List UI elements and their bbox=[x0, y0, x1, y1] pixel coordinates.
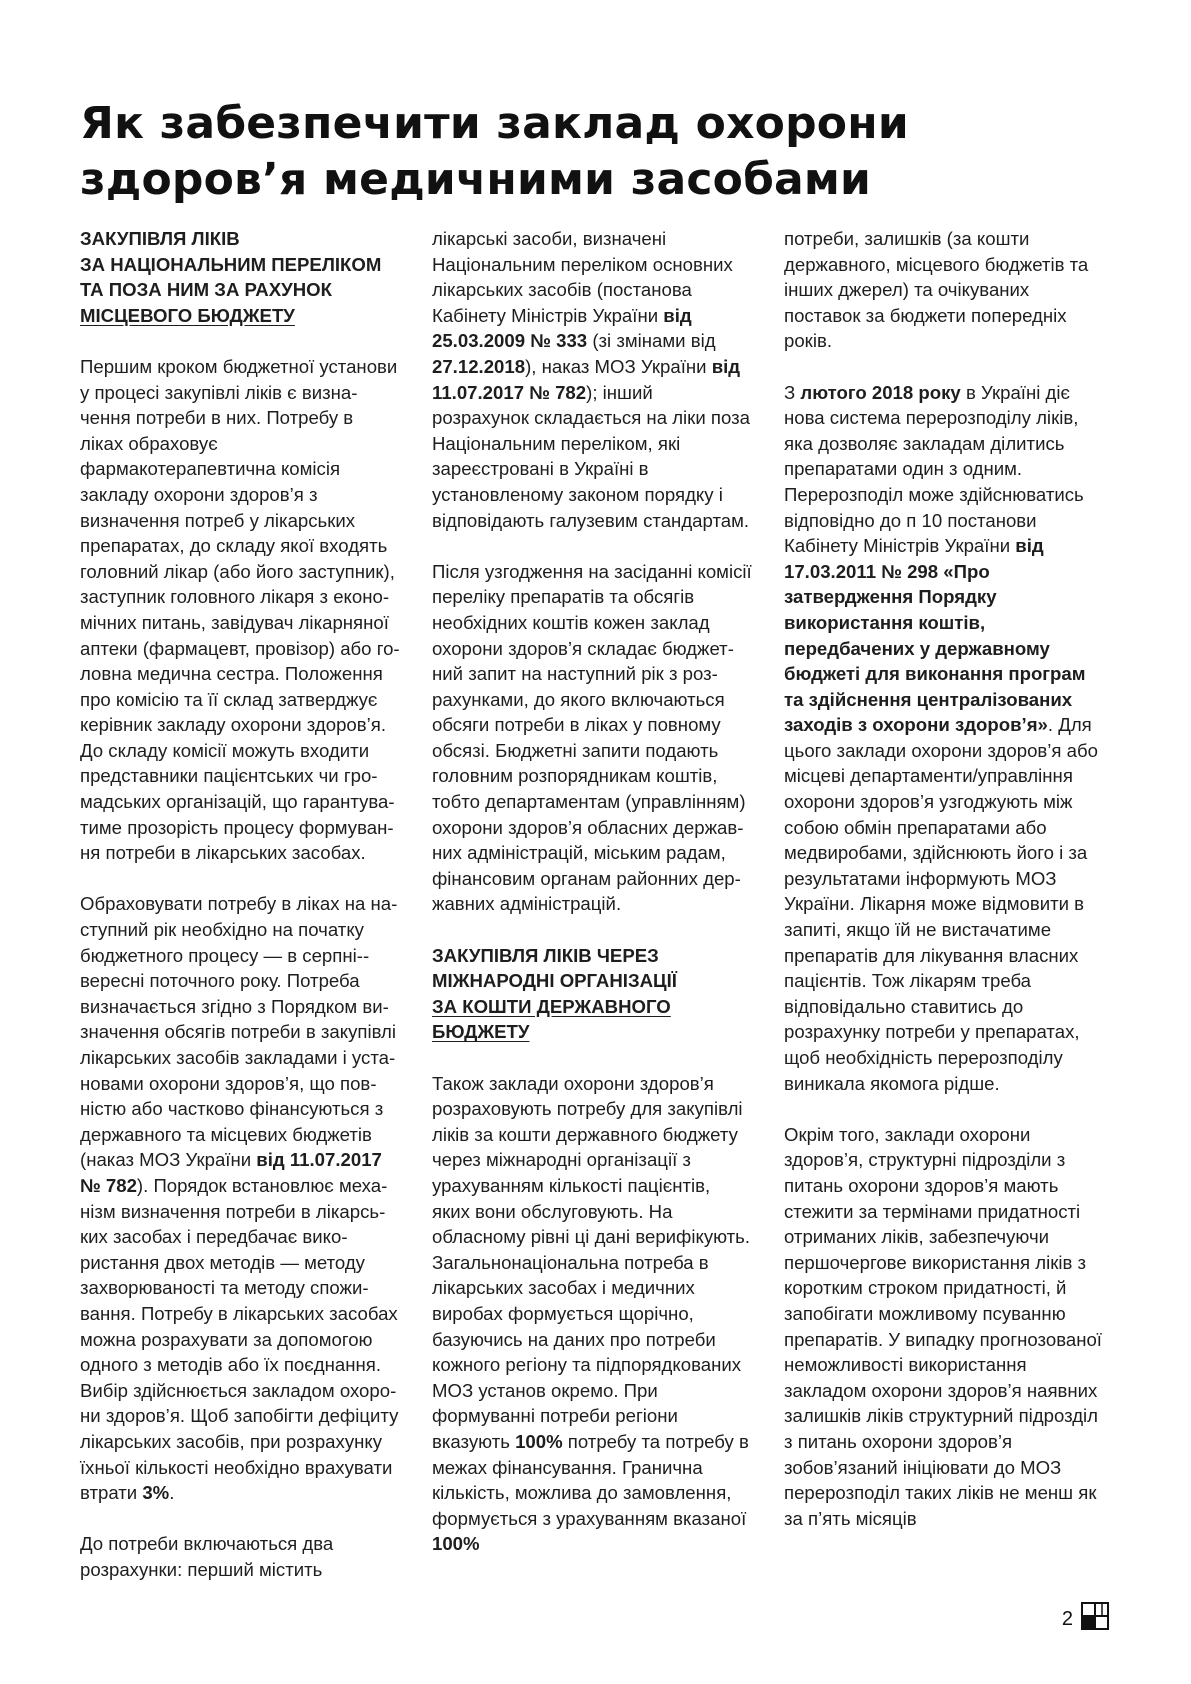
page-title: Як забезпечити заклад охорони здоров’я медичними засобами bbox=[80, 98, 909, 205]
bold-text: від 11.07.2017 № 782 bbox=[80, 1149, 382, 1196]
text: ). Порядок встановлює механізм визначення потреби в лікарських засобах і передбачає використання двох методів — методу захворюваності та методу споживання. Потребу в лікарських засобах можна розрахувати за допомогою одного з методів або їх поєднання. Вибір здійснюється закладом охорони здоров’я. Щоб запобігти дефіциту лікарських засобів, при розрахунку їхньої кількості необхідно врахувати втрати bbox=[80, 1174, 399, 1504]
grid-logo-icon bbox=[1081, 1602, 1109, 1630]
page-footer bbox=[1062, 1602, 1109, 1630]
bold-text: від 25.03.2009 № 333 bbox=[432, 304, 692, 352]
text: . bbox=[169, 1482, 175, 1504]
text: З bbox=[784, 381, 801, 403]
text: . Для цього заклади охорони здоров’я або місцеві департаменти/управління охорони здоров’я узгоджують між собою обмін препаратами або медвиробами, здійснюють його і за результатами інформують МОЗ України. Лікарня може відмовити в запиті, якщо їй не вистачатиме препаратів для лікування власних пацієнтів. Тож лікарям треба відповідально ставитись до розрахунку потреби у препаратах, щоб необхідність перерозподілу виникала якомога рідше. bbox=[784, 714, 1098, 1094]
bold-text: «Про затвердження Порядку використання коштів, передбачених у державному бюджеті для виконання програм та здійснення централізованих заходів з охорони здоров’я» bbox=[784, 560, 1086, 736]
column-2 bbox=[432, 226, 752, 1557]
bold-text: 100% bbox=[432, 1533, 480, 1555]
bold-text: від 11.07.2017 № 782 bbox=[432, 355, 741, 403]
text: потребу та потребу в межах фінансування. Гранична кількість, можлива до замовлення, формується з урахуванням вказаної bbox=[432, 1430, 749, 1529]
text: ), наказ МОЗ України bbox=[525, 355, 712, 377]
heading-line: ЗА КОШТИ ДЕРЖАВНОГО БЮДЖЕТУ bbox=[432, 995, 671, 1043]
page-number: 2 bbox=[1061, 1608, 1073, 1630]
bold-text: 27.12.2018 bbox=[432, 355, 526, 377]
text: в Україні діє нова система перерозподілу ліків, яка дозволяє закладам ділитись препаратами один з одним. Перерозподіл може здійснюватись відповідно до п 10 постанови Кабінету Міністрів України bbox=[784, 381, 1084, 557]
bold-text: 3% bbox=[142, 1482, 170, 1504]
text: лікарські засоби, визначені Національним переліком основних лікарських засобів (постанова Кабінету Міністрів України bbox=[432, 228, 733, 326]
paragraph: До потреби включаються два розрахунки: перший містить bbox=[80, 1533, 334, 1580]
section-heading-local-budget bbox=[80, 226, 400, 328]
paragraph bbox=[784, 380, 1109, 1097]
paragraph bbox=[80, 891, 400, 1505]
bold-text: 100% bbox=[515, 1430, 563, 1452]
paragraph bbox=[432, 226, 752, 533]
paragraph: Після узгодження на засіданні комісії переліку препаратів та обсягів необхідних коштів кожен заклад охорони здоров’я складає бюджетний запит на наступний рік з розрахунками, до якого включаються обсяги потреби в ліках у повному обсязі. Бюджетні запити подають головним розпорядникам коштів, тобто департаментам (управлінням) охорони здоров’я обласних державних адміністрацій, міським радам, фінансовим органам районних державних адміністрацій. bbox=[432, 560, 752, 915]
bold-text: від 17.03.2011 № 298 bbox=[784, 535, 1044, 582]
paragraph: потреби, залишків (за кошти державного, місцевого бюджетів та інших джерел) та очікуваних поставок за бюджети попередніх років. bbox=[784, 228, 1089, 352]
text: ); інший розрахунок складається на ліки поза Національним переліком, які зареєстровані в Україні в установленому законом порядку і відповідають галузевим стандартам. bbox=[432, 381, 750, 531]
text: (зі змінами від bbox=[587, 330, 716, 352]
paragraph: Першим кроком бюджетної установи у процесі закупівлі ліків є визначення потреби в них. Потребу в ліках обраховує фармакотерапевтична комісія закладу охорони здоров’я з визначення потреб у лікарських препаратах, до складу якої входять головний лікар (або його заступник), заступник головного лікаря з економічних питань, завідувач лікарняної аптеки (фармацевт, провізор) або головна медична сестра. Положення про комісію та її склад затверджує керівник закладу охорони здоров’я. До складу комісії можуть входити представники пацієнтських чи громадських організацій, що гарантуватиме прозорість процесу формування потреби в лікарських засобах. bbox=[80, 355, 400, 864]
column-3 bbox=[784, 226, 1109, 1531]
bold-text: лютого 2018 року bbox=[800, 381, 961, 403]
heading-line: ЗАКУПІВЛЯ ЛІКІВ bbox=[80, 228, 240, 249]
heading-line: МІСЦЕВОГО БЮДЖЕТУ bbox=[80, 304, 295, 326]
heading-line: ТА ПОЗА НИМ ЗА РАХУНОК bbox=[80, 279, 332, 301]
heading-line: ЗА НАЦІОНАЛЬНИМ ПЕРЕЛІКОМ bbox=[80, 253, 382, 275]
paragraph: Окрім того, заклади охорони здоров’я, структурні підрозділи з питань охорони здоров’я мають стежити за термінами придатності отриманих ліків, забезпечуючи першочергове використання ліків з коротким строком придатності, й запобігати можливому псуванню препаратів. У випадку прогнозованої неможливості використання закладом охорони здоров’я наявних залишків ліків структурний підрозділ з питань охорони здоров’я зобов’язаний ініціювати до МОЗ перерозподіл таких ліків не менш як за п’ять місяців bbox=[784, 1123, 1102, 1529]
column-1 bbox=[80, 226, 400, 1582]
heading-line: ЗАКУПІВЛЯ ЛІКІВ ЧЕРЕЗ bbox=[432, 944, 659, 966]
text: Також заклади охорони здоров’я розраховують потребу для закупівлі ліків за кошти державного бюджету через міжнародні організації з урахуванням кількості пацієнтів, яких вони обслуговують. На обласному рівні ці дані верифікують. Загальнонаціональна потреба в лікарських засобах і медичних виробах формується щорічно, базуючись на даних про потреби кожного регіону та підпорядкованих МОЗ установ окремо. При формуванні потреби регіони вказують bbox=[432, 1072, 751, 1452]
text: Обраховувати потребу в ліках на наступний рік необхідно на початку бюджетного процесу — в серпні-вересні поточного року. Потреба визначається згідно з Порядком визначення обсягів потреби в закупівлі лікарських засобів закладами і установами охорони здоров’я, що повністю або частково фінансуються з державного та місцевих бюджетів (наказ МОЗ України bbox=[80, 893, 398, 1171]
paragraph bbox=[432, 1071, 752, 1557]
heading-line: МІЖНАРОДНІ ОРГАНІЗАЦІЇ bbox=[432, 970, 677, 992]
section-heading-international bbox=[432, 943, 752, 1045]
